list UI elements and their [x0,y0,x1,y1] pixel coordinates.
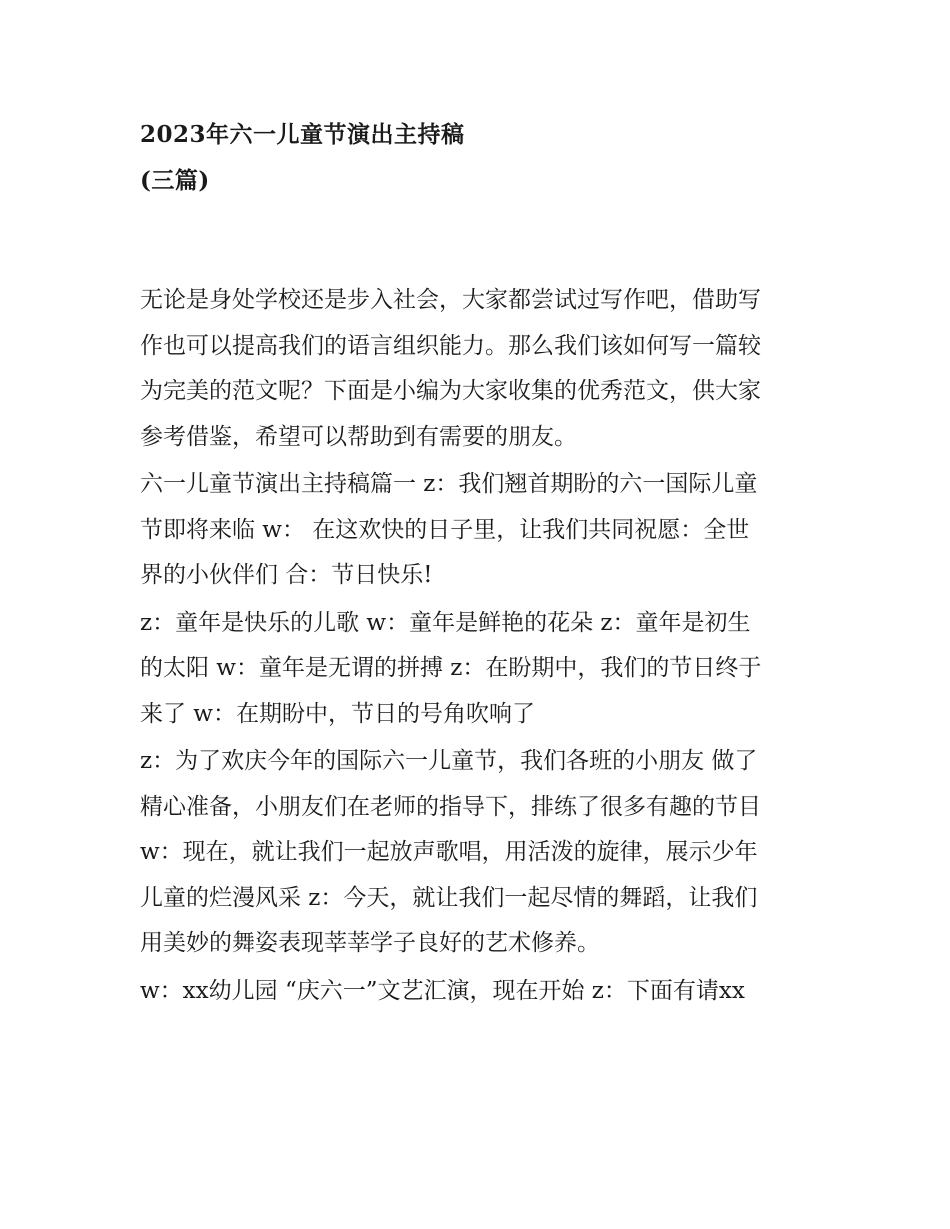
text-line: z：为了欢庆今年的国际六一儿童节，我们各班的小朋友 做了 [140,748,758,774]
title-line-1: 2023年六一儿童节演出主持稿 [140,121,465,148]
paragraph-opening [140,462,830,599]
text-line: 为完美的范文呢？下面是小编为大家收集的优秀范文，供大家 [140,378,761,404]
text-line: w：现在，就让我们一起放声歌唱，用活泼的旋律，展示少年 [140,839,758,865]
title-line-2: (三篇) [140,166,210,194]
paragraph-intro [140,278,830,460]
paragraph-celebration [140,739,830,967]
text-line: 的太阳 w：童年是无谓的拼搏 z：在盼期中，我们的节日终于 [140,655,762,681]
text-line: 用美妙的舞姿表现莘莘学子良好的艺术修养。 [140,930,600,956]
text-line: 参考借鉴，希望可以帮助到有需要的朋友。 [140,423,577,450]
text-line: 作也可以提高我们的语言组织能力。那么我们该如何写一篇较 [140,332,761,359]
paragraph-start [140,969,830,1015]
document-title [140,112,820,203]
text-line: 儿童的烂漫风采 z：今天，就让我们一起尽情的舞蹈，让我们 [140,884,758,911]
paragraph-childhood [140,601,830,738]
text-line: 无论是身处学校还是步入社会，大家都尝试过写作吧，借助写 [140,287,761,313]
text-line: w：xx幼儿园 “庆六一”文艺汇演，现在开始 z：下面有请xx [140,977,745,1004]
text-line: 来了 w：在期盼中，节日的号角吹响了 [140,700,535,727]
text-line: 六一儿童节演出主持稿篇一 z：我们翘首期盼的六一国际儿童 [140,471,758,497]
text-line: 界的小伙伴们 合：节日快乐! [140,562,433,588]
text-line: 精心准备，小朋友们在老师的指导下，排练了很多有趣的节目 [140,793,761,820]
text-line: z：童年是快乐的儿歌 w：童年是鲜艳的花朵 z：童年是初生 [140,609,751,636]
document-body [140,278,830,1016]
text-line: 节即将来临 w： 在这欢快的日子里，让我们共同祝愿：全世 [140,516,750,543]
